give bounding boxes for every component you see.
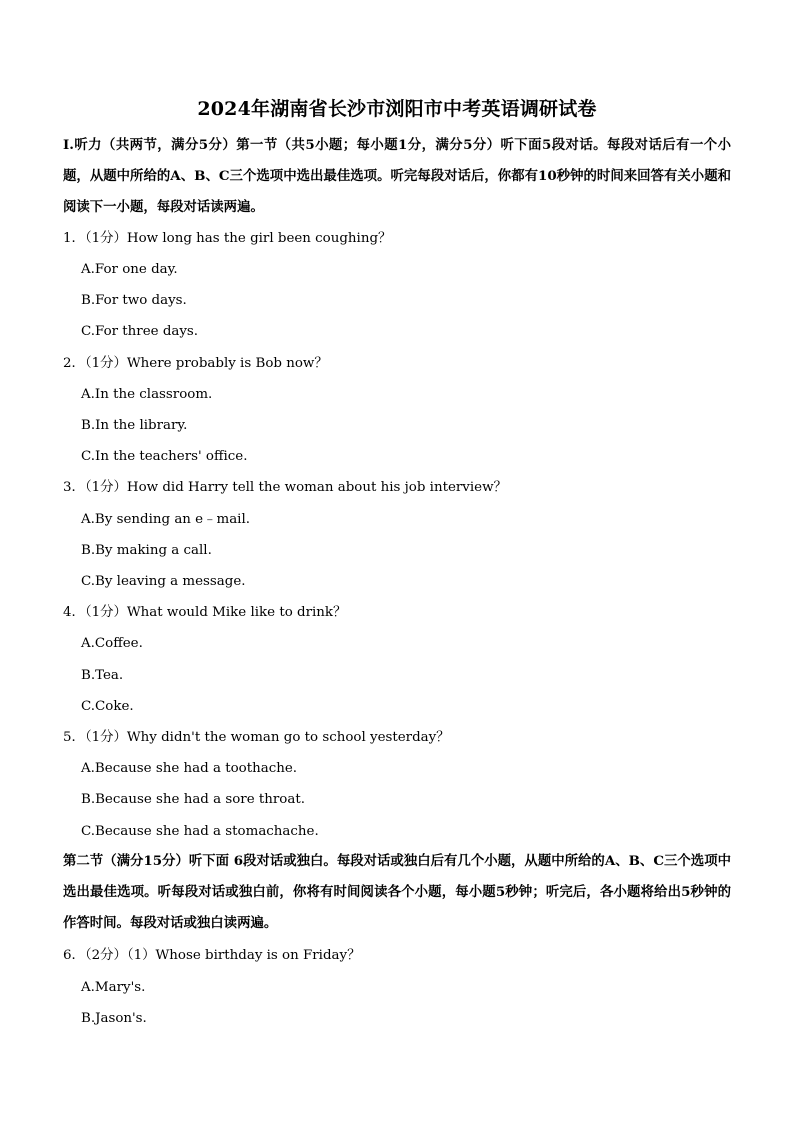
question-1-option-b: B.For two days. [81,293,187,308]
question-2-option-b: B.In the library. [81,418,188,433]
question-3-option-a: A.By sending an e﹣mail. [81,512,250,527]
question-4-stem: 4．（1分）What would Mike like to drink？ [63,605,347,620]
question-6-option-b: B.Jason's. [81,1011,147,1026]
question-4-option-b: B.Tea. [81,668,124,683]
question-2-option-a: A.In the classroom. [81,387,213,402]
question-2-option-c: C.In the teachers' office. [81,449,248,464]
question-1-stem: 1．（1分）How long has the girl been coughing？ [63,231,392,246]
question-4-option-c: C.Coke. [81,699,134,714]
section1-instructions: I.听力（共两节，满分5分）第一节（共5小题；每小题1分，满分5分）听下面5段对话。每段对话后有一个小题，从题中所给的A、B、C三个选项中选出最佳选项。听完每段对话后，你都有10秒钟的时间来回答有关小题和阅读下一小题，每段对话读两遍。 [63,137,731,216]
question-3-option-c: C.By leaving a message. [81,574,246,589]
question-6-stem: 6．（2分）（1）Whose birthday is on Friday？ [63,948,361,963]
question-3-option-b: B.By making a call. [81,543,212,558]
question-5-option-c: C.Because she had a stomachache. [81,824,319,839]
section2-instructions: 第二节（满分15分）听下面 6段对话或独白。每段对话或独白后有几个小题，从题中所给的A、B、C三个选项中选出最佳选项。听每段对话或独白前，你将有时间阅读各个小题，每小题5秒钟；听完后，各小题将给出5秒钟的作答时间。每段对话或独白读两遍。 [63,853,731,932]
page-title: 2024年湖南省长沙市浏阳市中考英语调研试卷 [197,98,597,120]
question-1-option-a: A.For one day. [81,262,178,277]
question-4-option-a: A.Coffee. [81,636,143,651]
question-5-option-a: A.Because she had a toothache. [81,761,298,776]
question-5-option-b: B.Because she had a sore throat. [81,792,305,807]
question-5-stem: 5．（1分）Why didn't the woman go to school yesterday？ [63,730,450,745]
question-6-option-a: A.Mary's. [81,980,146,995]
question-1-option-c: C.For three days. [81,324,199,339]
question-2-stem: 2．（1分）Where probably is Bob now？ [63,356,328,371]
question-3-stem: 3．（1分）How did Harry tell the woman about his job interview？ [63,480,507,495]
